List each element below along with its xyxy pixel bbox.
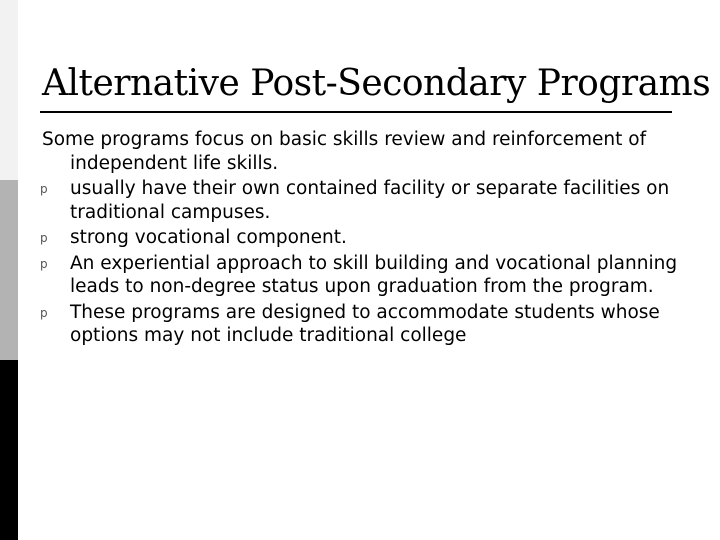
bullet-text: These programs are designed to accommodate students whose options may not include traditional college — [70, 301, 660, 346]
list-item — [42, 301, 682, 348]
bullet-text: strong vocational component. — [70, 227, 347, 248]
bullet-icon: p — [40, 305, 48, 320]
slide-title: Alternative Post-Secondary Programs — [42, 63, 711, 104]
list-item — [42, 252, 682, 299]
bullet-text: An experiential approach to skill building and vocational planning leads to non-degree status upon graduation from the program. — [70, 252, 678, 297]
bullet-icon: p — [40, 256, 48, 271]
intro-paragraph: Some programs focus on basic skills review and reinforcement of independent life skills. — [42, 129, 647, 174]
slide-body — [42, 128, 682, 350]
sidebar-stripe-light — [0, 0, 18, 180]
bullet-list — [42, 177, 682, 348]
bullet-icon: p — [40, 231, 48, 245]
sidebar-stripe-dark — [0, 360, 18, 540]
list-item — [42, 177, 682, 224]
bullet-text: usually have their own contained facility or separate facilities on traditional campuses. — [70, 178, 670, 223]
list-item — [42, 226, 682, 250]
bullet-icon: p — [40, 182, 48, 196]
sidebar-stripe-mid — [0, 180, 18, 360]
title-underline — [40, 111, 672, 113]
